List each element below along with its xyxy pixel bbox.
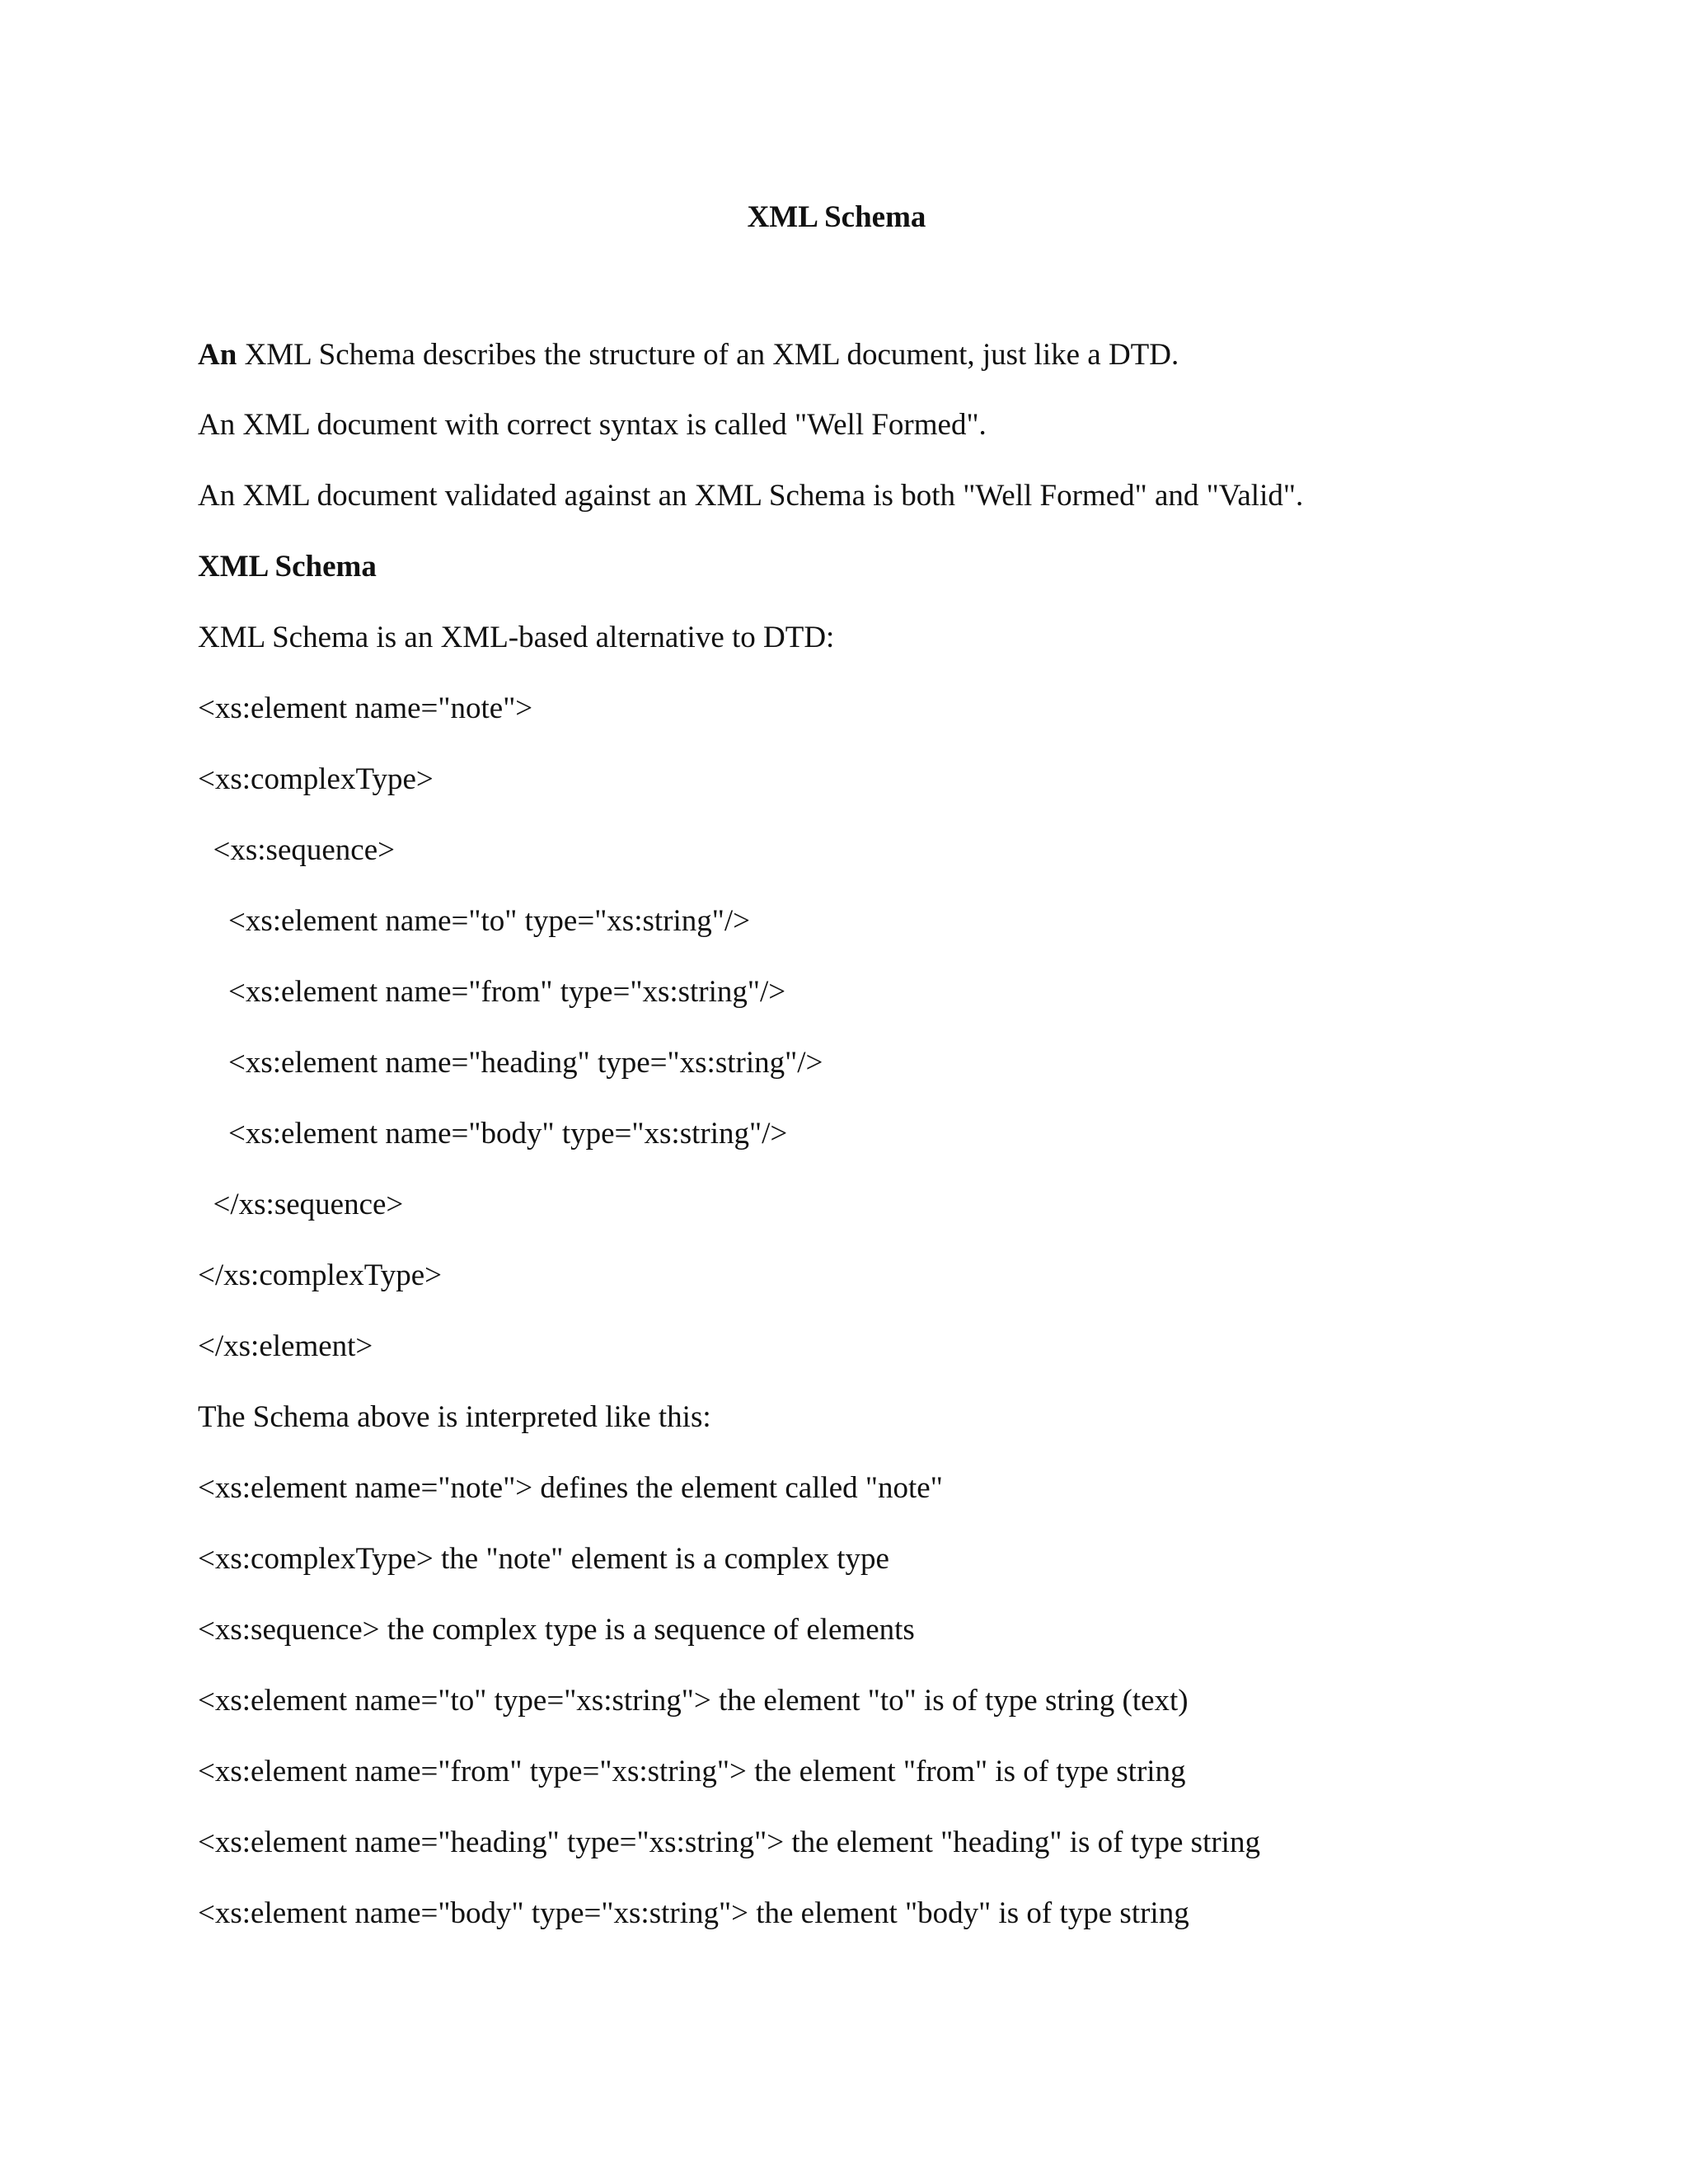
code-line: <xs:element name="from" type="xs:string"/> <box>198 975 786 1009</box>
interpretation-line: <xs:element name="note"> defines the element called "note" <box>198 1471 943 1505</box>
paragraph-well-formed: An XML document with correct syntax is called "Well Formed". <box>198 408 987 442</box>
interpretation-intro: The Schema above is interpreted like this: <box>198 1400 711 1434</box>
code-line: </xs:complexType> <box>198 1258 443 1292</box>
interpretation-line: <xs:element name="body" type="xs:string"> the element "body" is of type string <box>198 1896 1189 1930</box>
interpretation-line: <xs:sequence> the complex type is a sequence of elements <box>198 1613 915 1647</box>
code-line: <xs:element name="body" type="xs:string"/> <box>198 1117 788 1151</box>
code-line: <xs:element name="heading" type="xs:string"/> <box>198 1046 823 1080</box>
code-line: <xs:element name="to" type="xs:string"/> <box>198 904 751 938</box>
intro-lead-bold: An <box>198 338 237 372</box>
paragraph-valid: An XML document validated against an XML Schema is both "Well Formed" and "Valid". <box>198 479 1304 513</box>
code-line: <xs:element name="note"> <box>198 691 533 725</box>
intro-lead-rest: XML Schema describes the structure of an XML document, just like a DTD. <box>237 338 1179 372</box>
intro-paragraph <box>198 330 1179 380</box>
interpretation-line: <xs:element name="from" type="xs:string"> the element "from" is of type string <box>198 1755 1186 1788</box>
interpretation-line: <xs:complexType> the "note" element is a complex type <box>198 1542 889 1576</box>
section-intro: XML Schema is an XML-based alternative to DTD: <box>198 621 835 654</box>
interpretation-line: <xs:element name="to" type="xs:string"> the element "to" is of type string (text) <box>198 1684 1189 1718</box>
interpretation-line: <xs:element name="heading" type="xs:string"> the element "heading" is of type string <box>198 1825 1260 1859</box>
page-title: XML Schema <box>747 200 926 234</box>
code-line: </xs:sequence> <box>198 1188 404 1221</box>
code-line: <xs:complexType> <box>198 762 434 796</box>
code-line: <xs:sequence> <box>198 833 396 867</box>
section-heading: XML Schema <box>198 550 377 583</box>
code-line: </xs:element> <box>198 1329 373 1363</box>
